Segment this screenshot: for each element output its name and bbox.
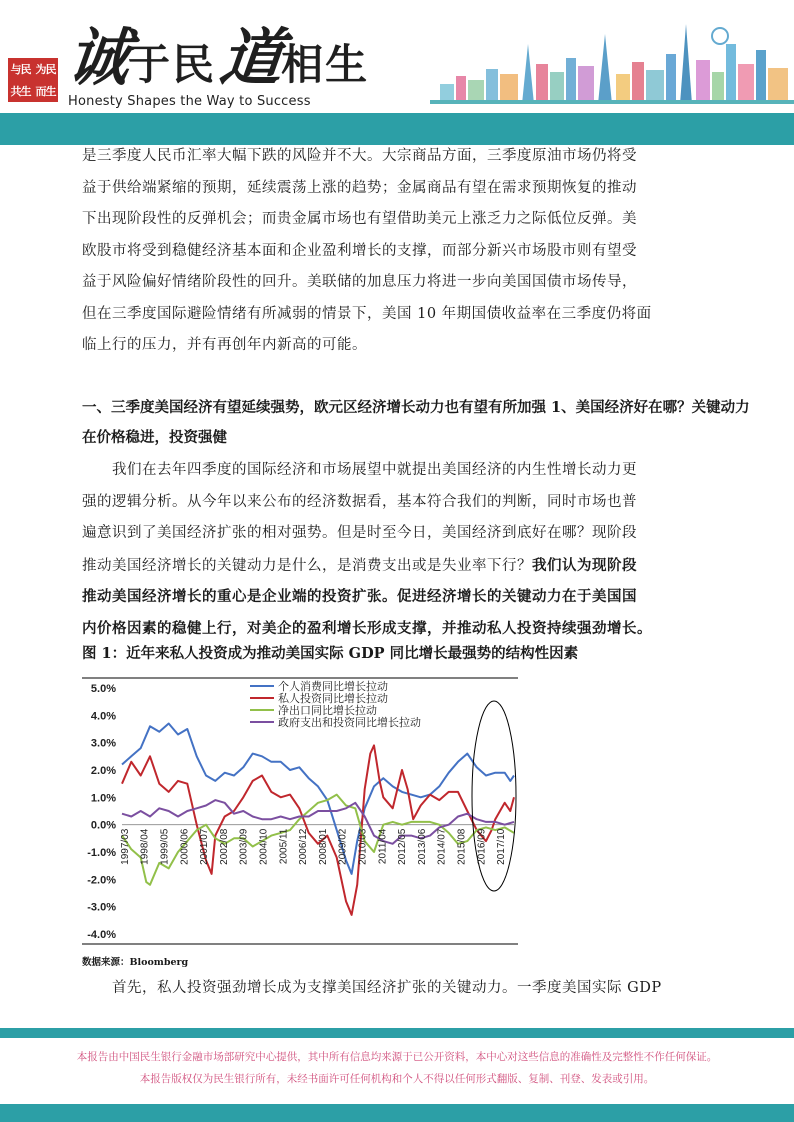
x-tick-label: 2006/12 bbox=[298, 828, 310, 865]
footer-divider-bar bbox=[0, 1028, 794, 1038]
slogan-char-3: 道 bbox=[216, 21, 285, 94]
footer-line-1: 本报告由中国民生银行金融市场部研究中心提供，其中所有信息均来源于已公开资料，本中心对这些信息的准确性及完整性不作任何保证。 bbox=[76, 1051, 718, 1063]
intro-paragraph bbox=[82, 141, 672, 362]
x-tick-label: 1997/03 bbox=[119, 828, 131, 865]
y-tick-label: 1.0% bbox=[90, 792, 116, 805]
x-tick-label: 2015/08 bbox=[456, 828, 468, 865]
y-tick-label: 0.0% bbox=[90, 819, 116, 832]
body-line-4-plain: 推动美国经济增长的关键动力是什么，是消费支出或是失业率下行？ bbox=[82, 557, 532, 574]
seal-text-3: 共生 bbox=[10, 84, 31, 98]
y-tick-label: 3.0% bbox=[90, 737, 116, 750]
footer-disclaimer bbox=[0, 1046, 794, 1090]
figure-source: 数据来源：Bloomberg bbox=[82, 957, 189, 968]
intro-line: 是三季度人民币汇率大幅下跌的风险并不大。大宗商品方面，三季度原油市场仍将受 bbox=[82, 148, 637, 164]
body-line-6-bold: 内价格因素的稳健上行，对美企的盈利增长形成支撑，并推动私人投资持续强劲增长。 bbox=[82, 619, 652, 637]
y-tick-label: -1.0% bbox=[87, 847, 116, 859]
y-tick-label: -3.0% bbox=[87, 901, 116, 914]
legend-label: 私人投资同比增长拉动 bbox=[278, 693, 388, 705]
x-tick-label: 2004/10 bbox=[258, 828, 270, 865]
figure-title: 图 1：近年来私人投资成为推动美国实际 GDP 同比增长最强势的结构性因素 bbox=[82, 645, 579, 662]
y-tick-label: 2.0% bbox=[90, 765, 116, 777]
footer-bottom-bar bbox=[0, 1104, 794, 1122]
x-tick-label: 2000/06 bbox=[179, 828, 191, 865]
x-tick-label: 2012/05 bbox=[397, 828, 409, 865]
y-tick-label: -4.0% bbox=[87, 929, 116, 941]
x-tick-label: 2003/09 bbox=[238, 828, 250, 865]
intro-line: 下出现阶段性的反弹机会；而贵金属市场也有望借助美元上涨乏力之际低位反弹。美 bbox=[82, 211, 637, 227]
seal-text-1: 与民 bbox=[10, 62, 31, 76]
section-heading bbox=[82, 393, 782, 453]
seal-text-4: 而生 bbox=[35, 84, 56, 98]
body-line-1: 我们在去年四季度的国际经济和市场展望中就提出美国经济的内生性增长动力更 bbox=[112, 462, 637, 478]
footer-line-2: 本报告版权仅为民生银行所有，未经书面许可任何机构和个人不得以任何形式翻版、复制、刊登、发表或引用。 bbox=[139, 1073, 655, 1085]
x-tick-label: 1999/05 bbox=[159, 828, 171, 865]
x-tick-label: 2001/07 bbox=[199, 828, 211, 865]
body-line-4-bold: 我们认为现阶段 bbox=[532, 556, 637, 574]
highlight-circle bbox=[472, 701, 516, 891]
seal-text-2: 为民 bbox=[35, 62, 56, 76]
body-line-3: 遍意识到了美国经济扩张的相对强势。但是时至今日，美国经济到底好在哪？现阶段 bbox=[82, 525, 637, 541]
x-tick-label: 2010/03 bbox=[357, 828, 369, 865]
intro-line: 益于供给端紧缩的预期，延续震荡上涨的趋势；金属商品有望在需求预期恢复的推动 bbox=[82, 179, 637, 196]
x-tick-label: 2016/09 bbox=[476, 828, 488, 865]
gdp-contribution-line-chart bbox=[82, 676, 518, 946]
slogan-char-1: 诚 bbox=[63, 21, 132, 94]
x-tick-label: 2017/10 bbox=[496, 828, 508, 865]
section-heading-line-1: 一、三季度美国经济有望延续强势，欧元区经济增长动力也有望有所加强 1、美国经济好在哪？关键动力 bbox=[82, 399, 750, 416]
y-tick-label: 5.0% bbox=[90, 683, 116, 695]
intro-line: 欧股市将受到稳健经济基本面和企业盈利增长的支撑，而部分新兴市场股市则有望受 bbox=[82, 242, 637, 259]
slogan-part-4: 相生 bbox=[281, 40, 370, 89]
x-tick-label: 1998/04 bbox=[139, 828, 151, 865]
legend-label: 个人消费同比增长拉动 bbox=[278, 681, 388, 693]
body-line-4 bbox=[82, 550, 672, 582]
intro-line: 但在三季度国际避险情绪有所减弱的情景下，美国 10 年期国债收益率在三季度仍将面 bbox=[82, 305, 652, 322]
x-tick-label: 2014/07 bbox=[436, 828, 448, 865]
legend-label: 净出口同比增长拉动 bbox=[278, 705, 377, 717]
slogan-tagline: Honesty Shapes the Way to Success bbox=[68, 94, 311, 109]
city-skyline-illustration bbox=[430, 14, 794, 110]
intro-line: 临上行的压力，并有再创年内新高的可能。 bbox=[82, 337, 367, 353]
section-heading-line-2: 在价格稳进，投资强健 bbox=[82, 429, 227, 446]
x-tick-label: 2013/06 bbox=[416, 828, 428, 865]
body-line-5-bold: 推动美国经济增长的重心是企业端的投资扩张。促进经济增长的关键动力在于美国国 bbox=[82, 588, 637, 605]
x-tick-label: 2008/01 bbox=[317, 828, 329, 865]
legend-label: 政府支出和投资同比增长拉动 bbox=[278, 717, 421, 729]
y-tick-label: -2.0% bbox=[87, 874, 116, 887]
slogan-part-2: 于民 bbox=[128, 40, 217, 89]
bank-seal-logo bbox=[8, 58, 58, 102]
x-tick-label: 2009/02 bbox=[337, 828, 349, 865]
x-tick-label: 2002/08 bbox=[218, 828, 230, 865]
closing-paragraph bbox=[82, 973, 672, 1005]
y-tick-label: 4.0% bbox=[90, 710, 116, 723]
x-tick-label: 2011/04 bbox=[377, 828, 389, 865]
intro-line: 益于风险偏好情绪阶段性的回升。美联储的加息压力将进一步向美国国债市场传导， bbox=[82, 274, 637, 290]
body-line-2: 强的逻辑分析。从今年以来公布的经济数据看，基本符合我们的判断，同时市场也普 bbox=[82, 493, 637, 510]
closing-line: 首先，私人投资强劲增长成为支撑美国经济扩张的关键动力。一季度美国实际 GDP bbox=[112, 980, 662, 996]
page-header bbox=[0, 0, 794, 118]
body-paragraph bbox=[82, 455, 672, 644]
x-tick-label: 2005/11 bbox=[278, 828, 290, 865]
calligraphy-slogan bbox=[63, 8, 370, 94]
